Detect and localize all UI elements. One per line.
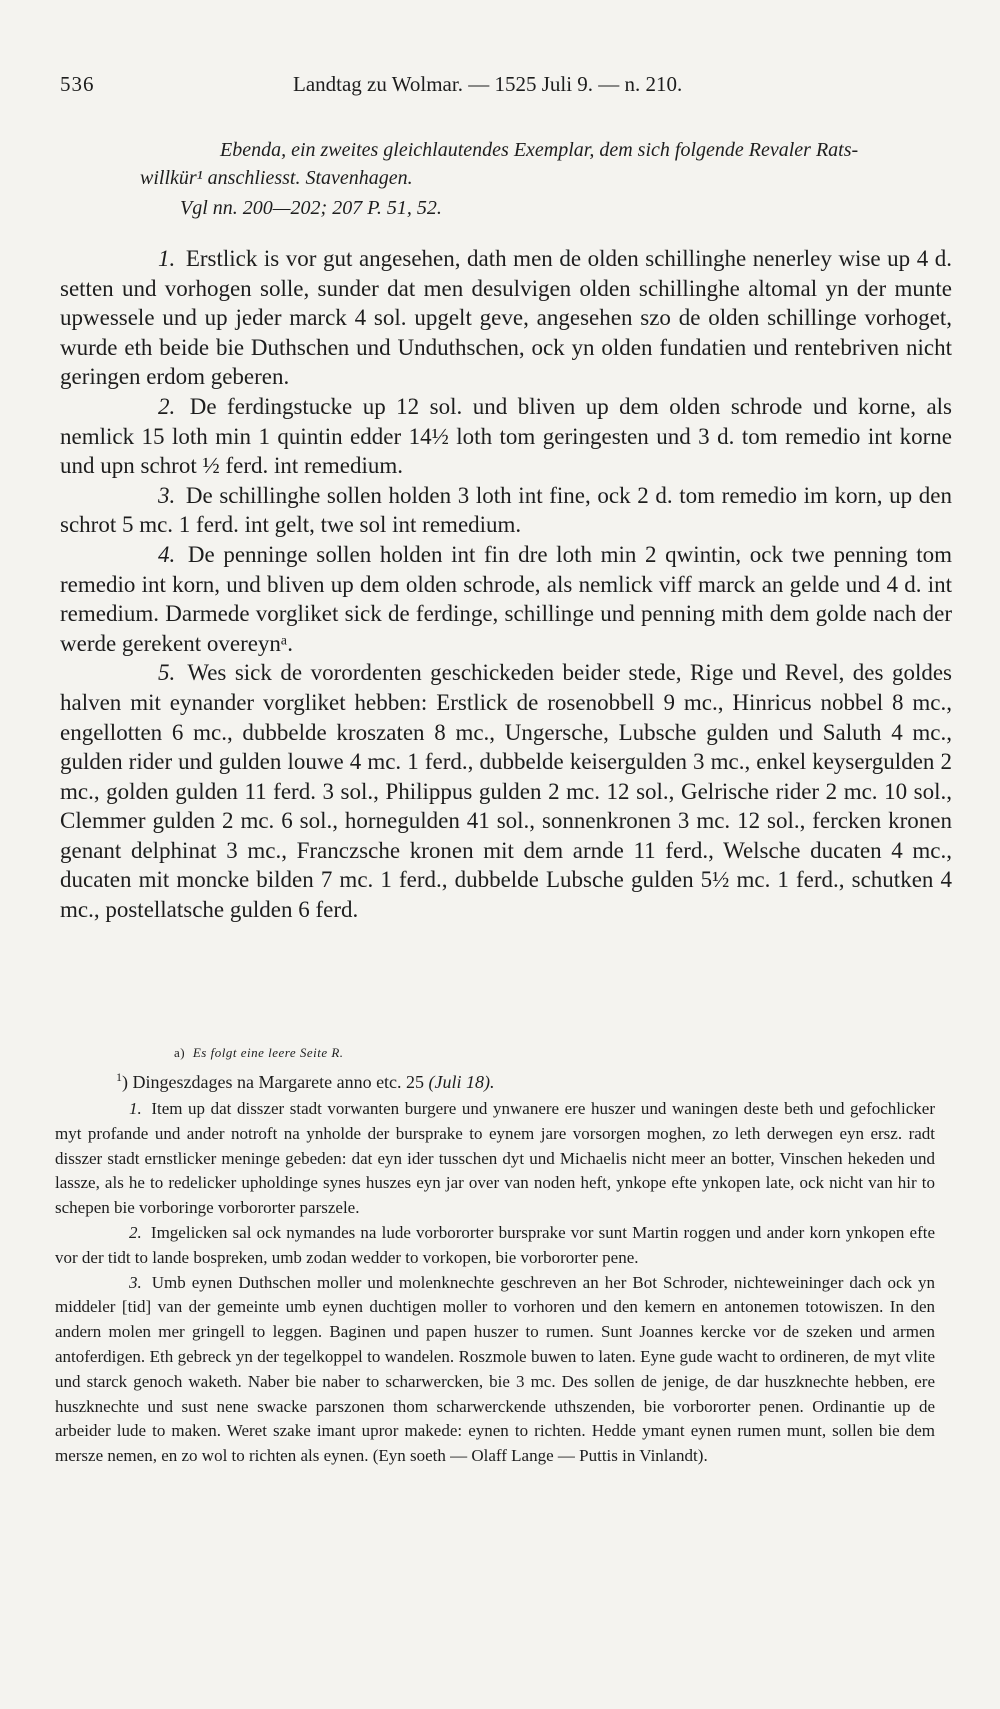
edition-note-line-1: Ebenda, ein zweites gleichlautendes Exemplar, dem sich folgende Revaler Rats- — [220, 139, 859, 161]
article-1 — [60, 244, 952, 392]
article-number: 2. — [158, 393, 176, 419]
footnote-label: a) — [174, 1045, 186, 1060]
footnote-item-1 — [55, 1097, 935, 1221]
footnote-item-3 — [55, 1271, 935, 1469]
page-header — [60, 72, 940, 102]
footnote-marker: 1 — [116, 1070, 122, 1084]
footnote-text: ) Dingeszdages na Margarete anno etc. 25 — [122, 1072, 425, 1092]
article-number: 1. — [158, 246, 176, 271]
article-2 — [60, 392, 952, 481]
article-number: 4. — [158, 541, 176, 567]
main-text — [60, 244, 952, 925]
article-text: Wes sick de vorordenten geschickeden beider stede, Rige und Revel, des goldes halven mit eynander vorgliket hebben: Erstlick de rosenobbell 9 mc., Hinricus nobbel 8 mc., engellotten 6 mc., dubbelde kroszaten 8 mc., Ungersche, Lubsche gulden und Saluth 4 mc., gulden rider und gulden louwe 4 mc. 1 ferd., dubbelde keisergulden 3 mc., enkel keysergulden 2 mc., golden gulden 11 ferd. 3 sol., Philippus gulden 2 mc. 12 sol., Gelrische rider 2 mc. 10 sol., Clemmer gulden 2 mc. 6 sol., hornegulden 41 sol., sonnenkronen 3 mc. 12 sol., fercken kronen genant delphinat 3 mc., Franczsche kronen mit dem arnde 11 ferd., Welsche ducaten 4 mc., ducaten mit moncke bilden 7 mc. 1 ferd., dubbelde Lubsche gulden 5½ mc. 1 ferd., schutken 4 mc., postellatsche gulden 6 ferd. — [60, 660, 952, 923]
textual-footnote-a — [174, 1045, 344, 1061]
article-text: De ferdingstucke up 12 sol. und bliven up dem olden schrode und korne, als nemlick 15 loth min 1 quintin edder 14½ loth tom geringesten und 3 d. tom remedio int korne und upn schrot ½ ferd. int remedium. — [60, 393, 952, 479]
footnote-item-text: Imgelicken sal ock nymandes na lude vorbororter bursprake vor sunt Martin roggen und ander korn ynkopen efte vor der tidt to lande bospreken, umb zodan wedder to vorkopen, bie vorbororter pene. — [55, 1222, 936, 1267]
article-3 — [60, 481, 952, 540]
footnote-item-text: Item up dat disszer stadt vorwanten burgere und ynwanere ere huszer und waningen deste beth und gefochlicker myt profande und ander notroft na ynholde der bursprake to eynem jare vorsorgen moghen, zo leth derwegen eyn ersz. radt disszer stadt ernstlicker meninge gebeden: dat eyn ider tusschen dyt und Michaelis nicht meer an botter, Vinschen hekeden und lassze, als he to redelicker upholdinge synes huszes eyn jar over van noden heft, ynkope efte ynkopen late, ock nicht van hir to schepen bie vorboringe vorbororter parszele. — [55, 1099, 936, 1218]
footnote-date: (Juli 18). — [428, 1072, 495, 1092]
footnote-1 — [116, 1070, 495, 1093]
article-text: De penninge sollen holden int fin dre loth min 2 qwintin, ock twe penning tom remedio int korn, und bliven up dem olden schrode, als nemlick viff marck an gelde und 4 d. int remedium. Darmede vorgliket sick de ferdinge, schillinge und penning mith dem golde nach der werde gerekent overeynᵃ. — [60, 541, 953, 656]
article-number: 5. — [158, 660, 176, 686]
article-text: Erstlick is vor gut angesehen, dath men de olden schillinghe nenerley wise up 4 d. setten und vorhogen solle, sunder dat men desulvigen olden schillinghe altomal yn der munte upwessele und up jeder marck 4 sol. upgelt geve, angesehen szo de olden schillinge vorhoget, wurde eth beide bie Duthschen und Unduthschen, ock yn olden fundatien und rentebriven nicht geringen erdom geberen. — [60, 246, 953, 390]
article-text: De schillinghe sollen holden 3 loth int fine, ock 2 d. tom remedio im korn, up den schrot 5 mc. 1 ferd. int gelt, twe sol int remedium. — [60, 482, 952, 538]
edition-reference: Vgl nn. 200—202; 207 P. 51, 52. — [180, 197, 442, 219]
running-title: Landtag zu Wolmar. — 1525 Juli 9. — n. 210. — [293, 72, 683, 96]
footnote-body — [55, 1097, 935, 1469]
footnote-item-number: 2. — [129, 1222, 142, 1242]
article-5 — [60, 658, 952, 924]
article-number: 3. — [158, 482, 176, 508]
footnote-item-number: 3. — [129, 1272, 142, 1292]
edition-note-line-2: willkür¹ anschliesst. Stavenhagen. — [140, 167, 413, 189]
edition-note — [140, 136, 950, 222]
article-4 — [60, 540, 952, 658]
footnote-item-text: Umb eynen Duthschen moller und molenknechte geschreven an her Bot Schroder, nichteweininger dach ock yn middeler [tid] van der gemeinte umb eynen duchtigen moller to vorhoren und den kemern en antonemen totowiszen. In den andern molen mer gringell to leggen. Baginen und papen huszer to rumen. Sunt Joannes kercke vor de szeken und armen antoferdigen. Eth gebreck yn der tegelkoppel to wandelen. Roszmole buwen to laten. Eyne gude wacht to ordineren, de myt vlite und starck genoch waketh. Naber bie naber to scharwercken, bie 3 mc. Des sollen de jenige, de dar huszknechte hebben, ere huszknechte und sust nene swacke parszonen thom scharwerckende uthszenden, bie vorbororter penen. Ordinantie up de arbeider lude to maken. Weret szake imant upror makede: eynen to richten. Hedde ymant eynen rumen munt, sollen bie dem mersze nemen, en zo wol to richten als eynen. (Eyn soeth — Olaff Lange — Puttis in Vinlandt). — [55, 1272, 936, 1466]
footnote-item-2 — [55, 1221, 935, 1271]
footnote-item-number: 1. — [129, 1099, 142, 1118]
page-number: 536 — [60, 72, 95, 96]
footnote-text: Es folgt eine leere Seite R. — [192, 1045, 344, 1060]
